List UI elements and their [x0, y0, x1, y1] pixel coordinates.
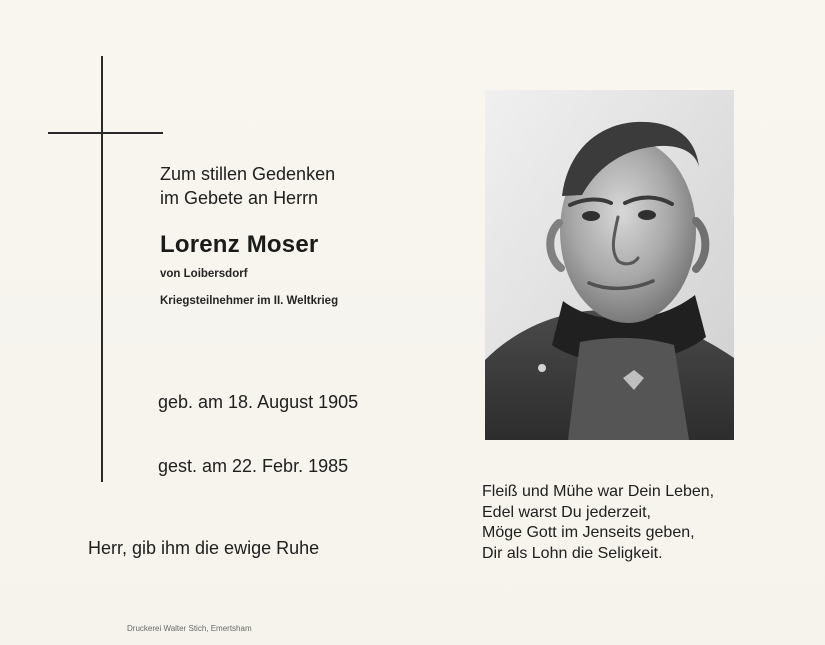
person-role: Kriegsteilnehmer im II. Weltkrieg: [160, 295, 339, 307]
birth-date: geb. am 18. August 1905: [158, 392, 359, 412]
poem-line-3: Möge Gott im Jenseits geben,: [482, 524, 695, 541]
poem-line-4: Dir als Lohn die Seligkeit.: [482, 544, 663, 562]
printer-credit: Druckerei Walter Stich, Emertsham: [127, 624, 252, 633]
cross-icon: [101, 56, 103, 482]
cross-icon-bar: [48, 132, 163, 134]
intro-line-1: Zum stillen Gedenken: [160, 164, 336, 184]
person-name: Lorenz Moser: [160, 231, 319, 258]
intro-text: [160, 162, 335, 210]
person-origin: von Loibersdorf: [160, 268, 248, 280]
prayer-text: Herr, gib ihm die ewige Ruhe: [88, 538, 320, 558]
poem-line-1: Fleiß und Mühe war Dein Leben,: [482, 483, 715, 500]
poem-line-2: Edel warst Du jederzeit,: [482, 503, 651, 521]
portrait-illustration: [485, 90, 734, 440]
portrait-photo: [485, 90, 734, 440]
poem: [482, 482, 714, 564]
intro-line-2: im Gebete an Herrn: [160, 188, 319, 208]
death-date: gest. am 22. Febr. 1985: [158, 456, 349, 476]
